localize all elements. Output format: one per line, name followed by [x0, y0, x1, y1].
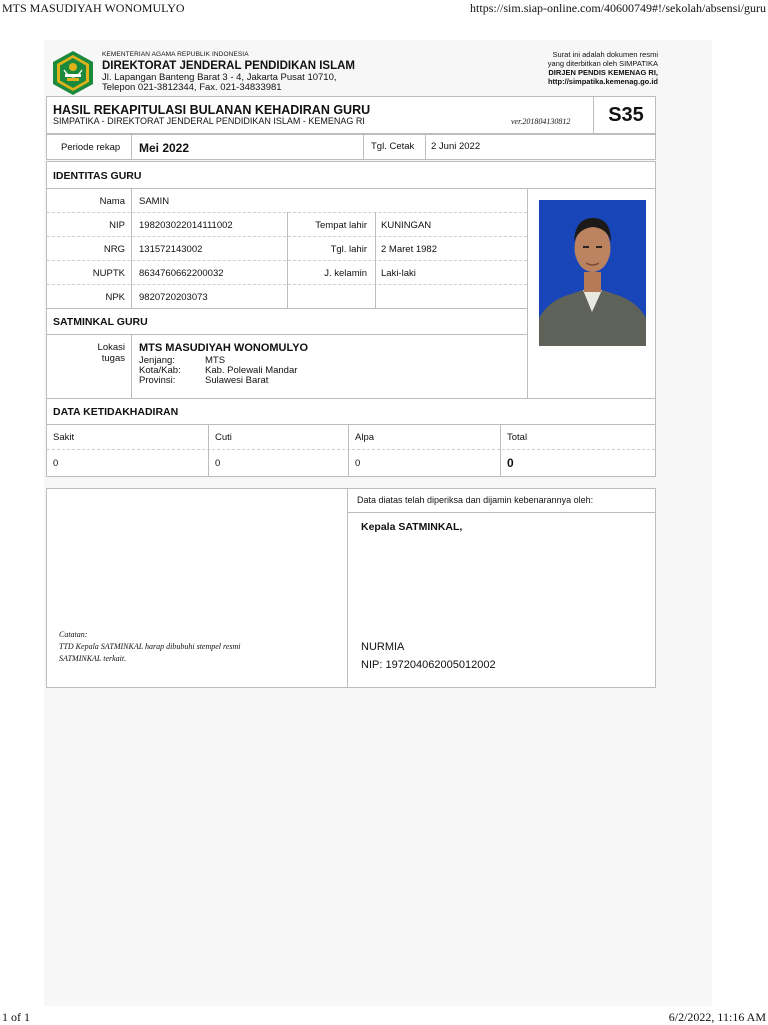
divider — [131, 334, 132, 398]
divider — [208, 424, 209, 476]
school-details-values — [205, 356, 297, 386]
note-line-1: Surat ini adalah dokumen resmi — [552, 50, 658, 59]
divider — [47, 334, 527, 335]
school-details-labels — [139, 356, 181, 386]
divider — [363, 135, 364, 159]
note-block — [59, 629, 309, 665]
lokasi-label-2: tugas — [101, 353, 125, 364]
approver-nip: NIP: 197204062005012002 — [361, 659, 496, 671]
identitas-heading: IDENTITAS GURU — [53, 170, 142, 182]
tgl-lahir-label: Tgl. lahir — [330, 244, 367, 255]
note-title: Catatan: — [59, 630, 88, 639]
print-date-label: Tgl. Cetak — [371, 141, 415, 152]
approval-box — [46, 488, 656, 688]
report-code: S35 — [593, 97, 658, 133]
nuptk-label: NUPTK — [92, 268, 125, 279]
total-value: 0 — [507, 456, 514, 470]
sakit-value: 0 — [53, 458, 59, 469]
sakit-label: Sakit — [53, 432, 75, 443]
kota-label: Kota/Kab: — [139, 365, 181, 376]
lokasi-label-1: Lokasi — [97, 342, 125, 353]
nuptk-value: 8634760662200032 — [139, 268, 224, 279]
approval-statement: Data diatas telah diperiksa dan dijamin kebenarannya oleh: — [357, 495, 594, 505]
divider — [375, 212, 376, 308]
nrg-label: NRG — [103, 244, 125, 255]
alpa-label: Alpa — [355, 432, 375, 443]
report-title-box — [46, 96, 656, 134]
divider — [348, 424, 349, 476]
print-datetime: 6/2/2022, 11:16 AM — [668, 1010, 766, 1024]
phone: Telepon 021-3812344, Fax. 021-34833981 — [102, 82, 282, 93]
divider — [131, 135, 132, 159]
print-header — [0, 0, 768, 18]
divider — [131, 188, 132, 308]
teacher-data-box — [46, 161, 656, 477]
jenis-kelamin-value: Laki-laki — [381, 268, 416, 279]
page-count: 1 of 1 — [2, 1010, 30, 1024]
print-date-value: 2 Juni 2022 — [431, 141, 481, 152]
npk-value: 9820720203073 — [139, 292, 208, 303]
npk-label: NPK — [105, 292, 125, 303]
divider — [47, 449, 655, 450]
note-line-3: DIRJEN PENDIS KEMENAG RI, — [548, 68, 658, 77]
provinsi-label: Provinsi: — [139, 375, 176, 386]
nrg-value: 131572143002 — [139, 244, 203, 255]
official-note — [438, 50, 658, 86]
nip-label: NIP — [109, 220, 125, 231]
cuti-value: 0 — [215, 458, 221, 469]
divider — [47, 424, 655, 425]
divider — [47, 188, 655, 189]
note-line-a: TTD Kepala SATMINKAL harap dibubuhi stempel resmi — [59, 642, 241, 651]
cuti-label: Cuti — [215, 432, 232, 443]
periode-value: Mei 2022 — [139, 141, 190, 155]
note-line-4: http://simpatika.kemenag.go.id — [547, 77, 658, 86]
jenjang-value: MTS — [205, 355, 226, 366]
letterhead — [46, 48, 658, 100]
approver-position: Kepala SATMINKAL, — [361, 521, 463, 533]
kota-value: Kab. Polewali Mandar — [205, 365, 298, 376]
tempat-lahir-label: Tempat lahir — [315, 220, 367, 231]
approver-name: NURMIA — [361, 641, 405, 653]
report-subtitle: SIMPATIKA - DIREKTORAT JENDERAL PENDIDIKAN ISLAM - KEMENAG RI — [53, 116, 365, 126]
print-title: MTS MASUDIYAH WONOMULYO — [2, 1, 185, 15]
divider — [425, 135, 426, 159]
teacher-photo — [539, 200, 646, 346]
note-line-2: yang diterbitkan oleh SIMPATIKA — [547, 59, 658, 68]
ministry-name: KEMENTERIAN AGAMA REPUBLIK INDONESIA — [102, 51, 249, 58]
divider — [287, 212, 288, 308]
satminkal-heading: SATMINKAL GURU — [53, 316, 148, 328]
address: Jl. Lapangan Banteng Barat 3 - 4, Jakarta Pusat 10710, — [102, 72, 337, 83]
divider — [348, 512, 655, 513]
report-version: ver.201804130812 — [511, 117, 571, 126]
periode-row — [46, 134, 656, 160]
alpa-value: 0 — [355, 458, 361, 469]
report-title: HASIL REKAPITULASI BULANAN KEHADIRAN GURU — [53, 103, 371, 117]
divider — [500, 424, 501, 476]
divider — [347, 489, 348, 687]
ketidakhadiran-heading: DATA KETIDAKHADIRAN — [53, 406, 179, 418]
directorate-name: DIREKTORAT JENDERAL PENDIDIKAN ISLAM — [102, 60, 356, 72]
kemenag-logo-icon — [50, 50, 96, 96]
lokasi-tugas-label — [47, 342, 125, 364]
divider — [527, 188, 528, 398]
periode-label: Periode rekap — [61, 142, 121, 153]
total-label: Total — [507, 432, 528, 443]
divider — [47, 308, 527, 309]
divider — [47, 398, 655, 399]
print-url: https://sim.siap-online.com/40600749#!/sekolah/absensi/guru — [470, 1, 766, 15]
letterhead-text — [102, 50, 355, 93]
provinsi-value: Sulawesi Barat — [205, 375, 269, 386]
tgl-lahir-value: 2 Maret 1982 — [381, 244, 437, 255]
nama-label: Nama — [99, 196, 125, 207]
note-line-b: SATMINKAL terkait. — [59, 654, 127, 663]
jenis-kelamin-label: J. kelamin — [324, 268, 367, 279]
print-footer — [0, 1010, 768, 1024]
jenjang-label: Jenjang: — [139, 355, 175, 366]
tempat-lahir-value: KUNINGAN — [381, 220, 432, 231]
nip-value: 198203022014111002 — [139, 220, 233, 231]
nama-value: SAMIN — [139, 196, 170, 207]
document-sheet — [44, 40, 712, 1006]
school-name: MTS MASUDIYAH WONOMULYO — [139, 342, 309, 354]
